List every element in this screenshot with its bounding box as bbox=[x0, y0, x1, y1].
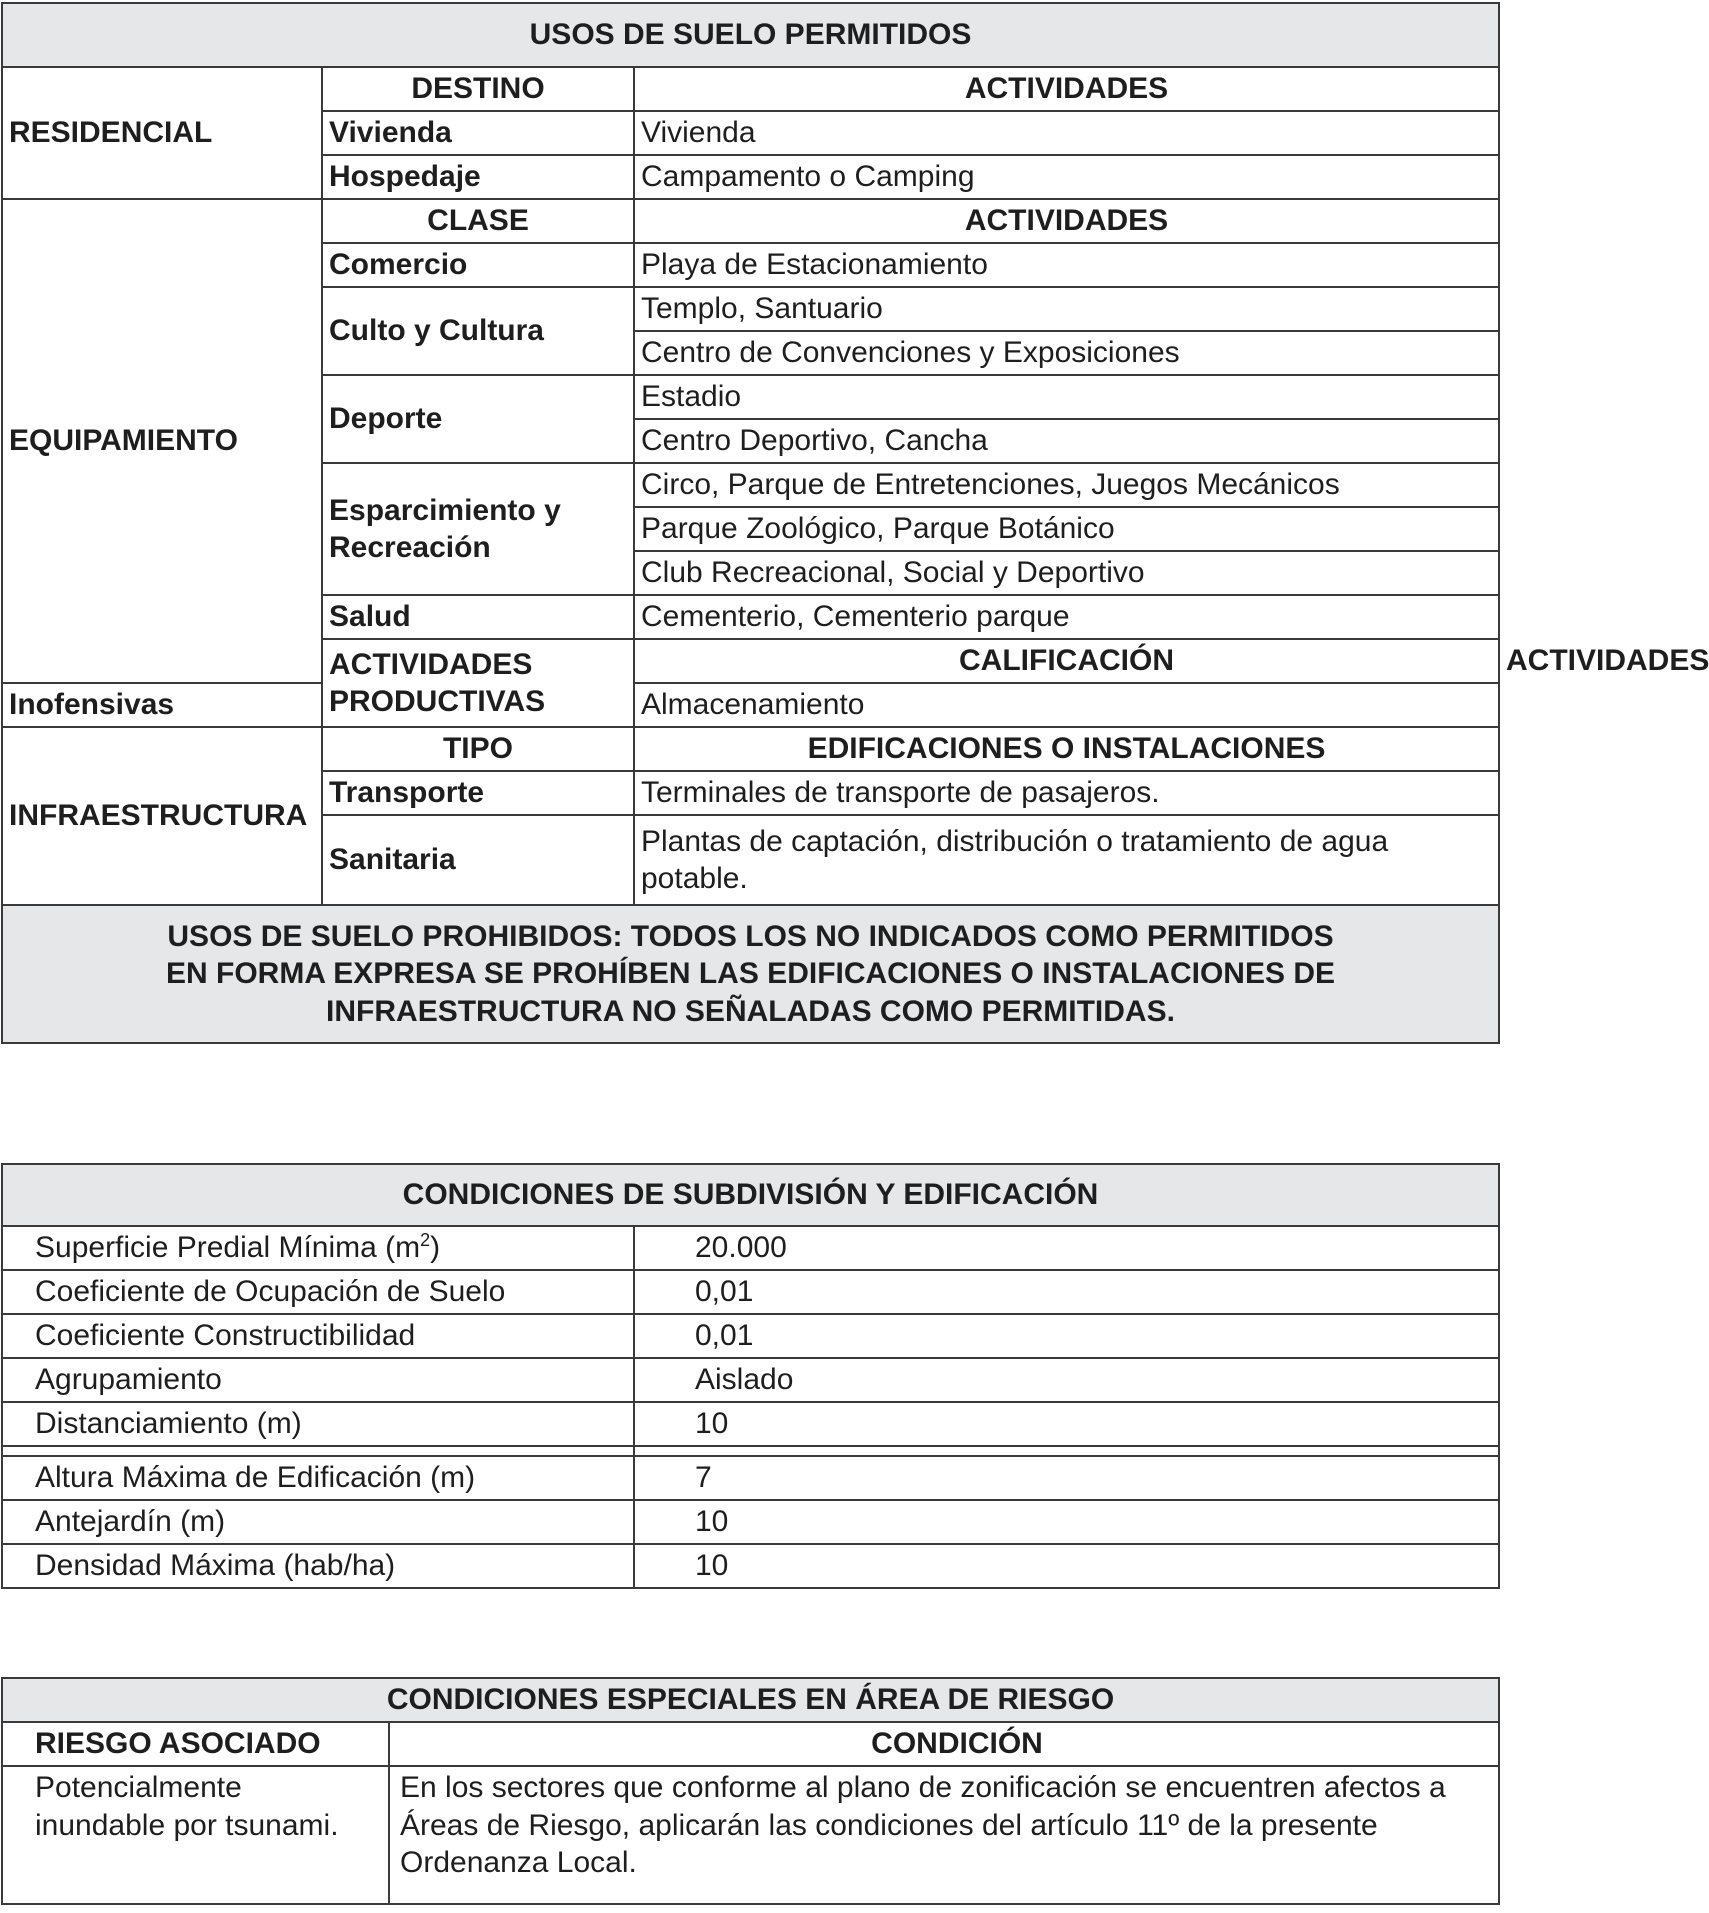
actividad-cell: Estadio bbox=[634, 375, 1499, 419]
prohibidos-line-3: INFRAESTRUCTURA NO SEÑALADAS COMO PERMITIDAS. bbox=[326, 994, 1175, 1028]
clase-culto-cultura: Culto y Cultura bbox=[322, 287, 634, 375]
actividad-cell: Campamento o Camping bbox=[634, 155, 1499, 199]
actividad-cell: Cementerio, Cementerio parque bbox=[634, 595, 1499, 639]
category-actividades-productivas: ACTIVIDADES PRODUCTIVAS bbox=[322, 639, 634, 727]
value-altura-maxima: 7 bbox=[634, 1456, 1499, 1500]
usos-permitidos-title: USOS DE SUELO PERMITIDOS bbox=[2, 3, 1499, 67]
label-agrupamiento: Agrupamiento bbox=[2, 1358, 634, 1402]
label-antejardin: Antejardín (m) bbox=[2, 1500, 634, 1544]
label-distanciamiento: Distanciamiento (m) bbox=[2, 1402, 634, 1446]
condicion-text: En los sectores que conforme al plano de zonificación se encuentren afectos a Áreas de Riesgo, aplicarán las condiciones del artículo 11º de la presente Ordenanza Local. bbox=[389, 1766, 1499, 1904]
usos-suelo-permitidos-table: USOS DE SUELO PERMITIDOS RESIDENCIAL DESTINO ACTIVIDADES Vivienda Vivienda Hospedaje Campamento o Camping EQUIPAMIENTO CLASE ACTIVIDADES Comercio Playa de Estacionamiento Culto y Cultura Templo, Santuario Centro de Convenciones y Exposiciones Deporte Estadio Centro Deportivo, Cancha Esparcimiento y Recreación Circo, Parque de Entretenciones, Juegos Mecánicos Parque Zoológico, Parque Botánico Club Recreacional, Social y Deportivo Salud Cementerio, Cementerio parque ACTIVIDADES PRODUCTIVAS CALIFICACIÓN ACTIVIDADES Inofensivas Almacenamiento INFRAESTRUCTURA TIPO EDIFICACIONES O INSTALACIONES Transporte Terminales de transporte de pasajeros. Sanitaria Plantas de captación, distribución o tratamiento de agua potable. USOS DE SUELO PROHIBIDOS: TODOS LOS NO INDICADOS COMO PERMITIDOS EN FORMA EXPRESA SE PROHÍBEN LAS EDIFICACIONES O INSTALACIONES DE INFRAESTRUCTURA NO SEÑALADAS COMO PERMITIDAS. bbox=[1, 2, 1500, 1044]
prohibidos-line-2: EN FORMA EXPRESA SE PROHÍBEN LAS EDIFICACIONES O INSTALACIONES DE bbox=[166, 957, 1336, 991]
col-header-clase: CLASE bbox=[322, 199, 634, 243]
spacer-cell bbox=[634, 1446, 1499, 1456]
prohibidos-line-1: USOS DE SUELO PROHIBIDOS: TODOS LOS NO INDICADOS COMO PERMITIDOS bbox=[167, 919, 1334, 953]
condiciones-subdivision-title: CONDICIONES DE SUBDIVISIÓN Y EDIFICACIÓN bbox=[2, 1164, 1499, 1226]
superscript: 2 bbox=[420, 1230, 431, 1251]
spacer-cell bbox=[2, 1446, 634, 1456]
condiciones-riesgo-title: CONDICIONES ESPECIALES EN ÁREA DE RIESGO bbox=[2, 1678, 1499, 1722]
value-superficie-predial: 20.000 bbox=[634, 1226, 1499, 1270]
col-header-actividades: ACTIVIDADES bbox=[634, 67, 1499, 111]
clase-comercio: Comercio bbox=[322, 243, 634, 287]
condiciones-riesgo-table bbox=[1, 1677, 1500, 1905]
actividad-cell: Centro de Convenciones y Exposiciones bbox=[634, 331, 1499, 375]
destino-vivienda: Vivienda bbox=[322, 111, 634, 155]
actividad-cell: Centro Deportivo, Cancha bbox=[634, 419, 1499, 463]
actividad-cell: Vivienda bbox=[634, 111, 1499, 155]
label-coef-constructibilidad: Coeficiente Constructibilidad bbox=[2, 1314, 634, 1358]
actividad-cell: Templo, Santuario bbox=[634, 287, 1499, 331]
col-header-tipo: TIPO bbox=[322, 727, 634, 771]
actividad-cell: Plantas de captación, distribución o tratamiento de agua potable. bbox=[634, 815, 1499, 905]
label-superficie-predial bbox=[2, 1226, 634, 1270]
label-altura-maxima: Altura Máxima de Edificación (m) bbox=[2, 1456, 634, 1500]
condiciones-subdivision-table bbox=[1, 1163, 1500, 1589]
col-header-condicion: CONDICIÓN bbox=[389, 1722, 1499, 1766]
value-agrupamiento: Aislado bbox=[634, 1358, 1499, 1402]
tipo-sanitaria: Sanitaria bbox=[322, 815, 634, 905]
value-antejardin: 10 bbox=[634, 1500, 1499, 1544]
clase-deporte: Deporte bbox=[322, 375, 634, 463]
category-equipamiento: EQUIPAMIENTO bbox=[2, 199, 322, 683]
col-header-actividades: ACTIVIDADES bbox=[634, 199, 1499, 243]
destino-hospedaje: Hospedaje bbox=[322, 155, 634, 199]
calificacion-inofensivas: Inofensivas bbox=[2, 683, 322, 727]
actividad-cell: Circo, Parque de Entretenciones, Juegos Mecánicos bbox=[634, 463, 1499, 507]
col-header-calificacion: CALIFICACIÓN bbox=[634, 639, 1499, 683]
tipo-transporte: Transporte bbox=[322, 771, 634, 815]
value-coef-ocupacion: 0,01 bbox=[634, 1270, 1499, 1314]
actividad-cell: Parque Zoológico, Parque Botánico bbox=[634, 507, 1499, 551]
label-densidad-maxima: Densidad Máxima (hab/ha) bbox=[2, 1544, 634, 1588]
usos-prohibidos-banner bbox=[2, 905, 1499, 1043]
clase-salud: Salud bbox=[322, 595, 634, 639]
label-text: Superficie Predial Mínima (m bbox=[35, 1231, 421, 1265]
col-header-edificaciones: EDIFICACIONES O INSTALACIONES bbox=[634, 727, 1499, 771]
col-header-riesgo-asociado: RIESGO ASOCIADO bbox=[2, 1722, 389, 1766]
col-header-destino: DESTINO bbox=[322, 67, 634, 111]
riesgo-tsunami: Potencialmente inundable por tsunami. bbox=[2, 1766, 389, 1904]
actividad-cell: Playa de Estacionamiento bbox=[634, 243, 1499, 287]
value-distanciamiento: 10 bbox=[634, 1402, 1499, 1446]
actividad-cell: Almacenamiento bbox=[634, 683, 1499, 727]
value-coef-constructibilidad: 0,01 bbox=[634, 1314, 1499, 1358]
value-densidad-maxima: 10 bbox=[634, 1544, 1499, 1588]
category-residencial: RESIDENCIAL bbox=[2, 67, 322, 199]
category-infraestructura: INFRAESTRUCTURA bbox=[2, 727, 322, 905]
actividad-cell: Terminales de transporte de pasajeros. bbox=[634, 771, 1499, 815]
label-coef-ocupacion: Coeficiente de Ocupación de Suelo bbox=[2, 1270, 634, 1314]
label-suffix: ) bbox=[430, 1231, 441, 1265]
actividad-cell: Club Recreacional, Social y Deportivo bbox=[634, 551, 1499, 595]
clase-esparcimiento-recreacion: Esparcimiento y Recreación bbox=[322, 463, 634, 595]
